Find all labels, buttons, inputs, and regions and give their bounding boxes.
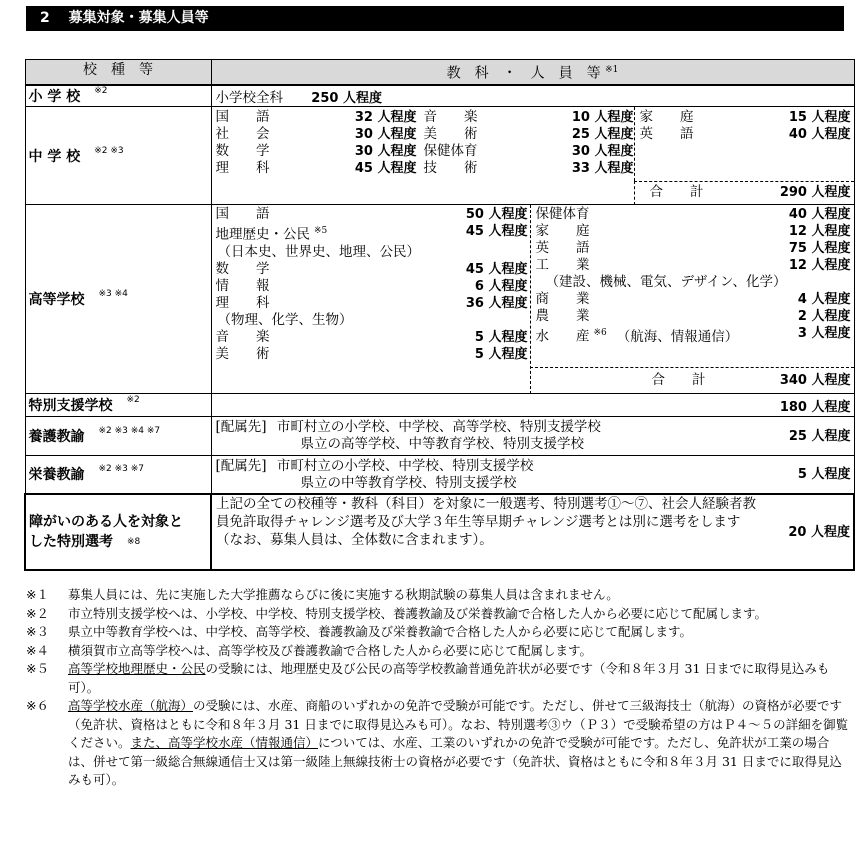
footnote-text: 市立特別支援学校へは、小学校、中学校、特別支援学校、養護教諭及び栄養教諭で合格した人から必要に応じて配属します。 <box>68 605 768 621</box>
list-item <box>640 126 851 143</box>
table-row-disability <box>25 494 854 570</box>
cell-eiyo: [配属先] 市町村立の小学校、中学校、特別支援学校 県立の中等教育学校、特別支援学校 5 人程度 <box>211 456 854 494</box>
list-item <box>536 291 851 308</box>
label-special: 特別支援学校 $^{※2}$ <box>25 394 211 417</box>
list-item <box>216 261 528 278</box>
subject-name: 技 術 <box>423 160 478 177</box>
subject-name: 理 科 <box>215 294 270 311</box>
label-junior: 中 学 校 $^{※2 ※3}$ <box>25 107 211 205</box>
subject-count: 45 人程度 <box>465 224 528 240</box>
subject-name: 理 科 <box>215 160 270 177</box>
subject-count: 36 人程度 <box>465 295 528 311</box>
junior-total-label: 合 計 <box>649 184 704 201</box>
subject-name: （建設、機械、電気、デザイン、化学） <box>545 274 787 291</box>
table-row-high <box>25 205 854 394</box>
list-item <box>424 109 634 126</box>
list-item <box>536 308 851 325</box>
cell-disability <box>211 494 854 570</box>
list-item <box>216 126 417 143</box>
subject-count: 45 人程度 <box>465 261 528 277</box>
label-yogo: 養護教諭 $^{※2 ※3 ※4 ※7}$ <box>25 417 211 456</box>
table-row-eiyo <box>25 456 854 494</box>
subject-count: 12 人程度 <box>788 258 851 274</box>
list-item <box>216 109 417 126</box>
subject-count: 4 人程度 <box>797 292 851 308</box>
footnote <box>26 586 854 605</box>
list-item <box>536 240 851 257</box>
list-item <box>216 312 528 329</box>
table-row-elementary <box>25 85 854 107</box>
footnote <box>26 660 854 697</box>
table-row-junior <box>25 107 854 205</box>
list-item <box>216 346 528 363</box>
footnote-mark: ※２ <box>26 605 49 621</box>
subject-name: 水 産 $^{※6}$ （航海、情報通信） <box>535 328 739 345</box>
footnote <box>26 605 854 624</box>
subject-count: 30 人程度 <box>354 144 417 160</box>
section-number: 2 <box>40 10 50 26</box>
cell-elementary: 小学校全科 250 人程度 <box>211 85 854 107</box>
footnote-mark: ※６ <box>26 698 49 713</box>
subject-name: 保健体育 <box>423 143 478 160</box>
subject-name: 音 楽 <box>215 328 270 345</box>
subject-count: 33 人程度 <box>571 161 634 177</box>
subject-count: 5 人程度 <box>474 329 528 345</box>
subject-count: 50 人程度 <box>465 207 528 223</box>
footnote-text: 県立中等教育学校へは、中学校、高等学校、養護教諭及び栄養教諭で合格した人から必要に応じて配属します。 <box>68 624 693 639</box>
subject-name: （物理、化学、生物） <box>217 311 353 328</box>
list-item <box>536 223 851 240</box>
section-header <box>26 6 844 31</box>
footnotes <box>26 586 854 790</box>
recruitment-table <box>24 59 855 571</box>
list-item <box>216 206 528 223</box>
footnote-mark: ※５ <box>26 661 49 676</box>
footnote <box>26 642 854 661</box>
subject-name: 美 術 <box>423 126 478 143</box>
subject-count: 2 人程度 <box>797 309 851 325</box>
label-elementary: 小 学 校 $^{※2}$ <box>25 85 211 107</box>
list-item <box>216 223 528 244</box>
subject-name: （日本史、世界史、地理、公民） <box>217 243 420 260</box>
label-high: 高等学校 $^{※3 ※4}$ <box>25 205 211 394</box>
footnote-text: 募集人員には、先に実施した大学推薦ならびに後に実施する秋期試験の募集人員は含まれません。 <box>68 587 619 602</box>
list-item <box>424 143 634 160</box>
subject-count: 25 人程度 <box>571 127 634 143</box>
subject-count: 30 人程度 <box>354 127 417 143</box>
subject-name: 社 会 <box>215 126 270 143</box>
table-header-row <box>25 60 854 85</box>
cell-special: 180 人程度 <box>211 394 854 417</box>
subject-name: 英 語 <box>535 240 590 257</box>
subject-count: 40 人程度 <box>788 127 851 143</box>
subject-name: 家 庭 <box>535 223 590 240</box>
subject-name: 美 術 <box>215 345 270 362</box>
junior-total: 290 人程度 <box>779 185 851 201</box>
list-item <box>536 206 851 223</box>
subject-name: 音 楽 <box>423 109 478 126</box>
subject-count: 30 人程度 <box>571 144 634 160</box>
cell-yogo: [配属先] 市町村立の小学校、中学校、高等学校、特別支援学校 県立の高等学校、中等教育学校、特別支援学校 25 人程度 <box>211 417 854 456</box>
footnote-text: 横須賀市立高等学校へは、高等学校及び養護教諭で合格した人から必要に応じて配属します。 <box>68 642 593 658</box>
table-row-yogo <box>25 417 854 456</box>
cell-high <box>211 205 854 394</box>
footnote <box>26 623 854 642</box>
label-eiyo: 栄養教諭 $^{※2 ※3 ※7}$ <box>25 456 211 494</box>
subject-name: 国 語 <box>215 206 270 223</box>
subject-count: 10 人程度 <box>571 110 634 126</box>
subject-name: 数 学 <box>215 260 270 277</box>
subject-name: 英 語 <box>639 126 694 143</box>
subject-name: 地理歴史・公民 $^{※5}$ <box>215 226 328 243</box>
subject-count: 75 人程度 <box>788 241 851 257</box>
list-item <box>536 274 851 291</box>
disability-count: 20 人程度 <box>788 524 850 540</box>
table-row-special <box>25 394 854 417</box>
footnote-text: 高等学校水産（航海）の受験には、水産、商船のいずれかの免許で受験が可能です。ただし、併せて三級海技士（航海）の資格が必要です（免許状、資格はともに令和８年３月 31 日までに取得見込みも可）。なお、特別選考③ウ（Ｐ３）で受験希望の方はＰ４～５の詳細を御覧ください。また、高等学校水産（情報通信）については、水産、工業のいずれかの免許で受験が可能です。ただし、免許状が工業の場合は、併せて第一級総合無線通信士又は第一級陸上無線技術士の資格が必要です（免許状、資格はともに令和８年３月 31 日までに取得見込みも可）。 <box>68 698 849 787</box>
label-disability: 障がいのある人を対象と した特別選考 $^{※8}$ <box>25 494 211 570</box>
list-item <box>216 143 417 160</box>
cell-junior <box>211 107 854 205</box>
subject-count: 3 人程度 <box>797 326 851 342</box>
footnote-text: 高等学校地理歴史・公民の受験には、地理歴史及び公民の高等学校教諭普通免許状が必要です（令和８年３月 31 日までに取得見込みも可）。 <box>68 661 830 695</box>
disability-text: 上記の全ての校種等・教科（科目）を対象に一般選考、特別選考①～⑦、社会人経験者教員免許取得チャレンジ選考及び大学３年生等早期チャレンジ選考とは別に選考をします（なお、募集人員は、全体数に含まれます）。 <box>216 495 756 548</box>
footnote-mark: ※１ <box>26 587 49 602</box>
subject-name: 国 語 <box>215 109 270 126</box>
subject-name: 商 業 <box>535 291 590 308</box>
footnote-mark: ※４ <box>26 642 49 658</box>
subject-count: 40 人程度 <box>788 207 851 223</box>
list-item <box>216 160 417 177</box>
footnote-mark: ※３ <box>26 624 49 639</box>
list-item <box>640 109 851 126</box>
high-total-label: 合 計 <box>651 372 706 389</box>
subject-count: 6 人程度 <box>474 278 528 294</box>
list-item <box>536 257 851 274</box>
subject-name: 農 業 <box>535 308 590 325</box>
list-item <box>536 325 851 346</box>
subject-count: 32 人程度 <box>354 110 417 126</box>
section-title: 募集対象・募集人員等 <box>68 10 209 26</box>
subject-name: 情 報 <box>215 277 270 294</box>
list-item <box>216 295 528 312</box>
subject-count: 5 人程度 <box>474 346 528 362</box>
high-total: 340 人程度 <box>779 373 851 389</box>
list-item <box>424 160 634 177</box>
subject-name: 数 学 <box>215 143 270 160</box>
subject-name: 工 業 <box>535 257 590 274</box>
subject-name: 保健体育 <box>535 206 590 223</box>
subject-count: 45 人程度 <box>354 161 417 177</box>
subject-count: 12 人程度 <box>788 224 851 240</box>
list-item <box>424 126 634 143</box>
list-item <box>216 244 528 261</box>
list-item <box>216 329 528 346</box>
header-subjects: 教 科 ・ 人 員 等 $^{※1}$ <box>211 60 854 85</box>
subject-count: 15 人程度 <box>788 110 851 126</box>
subject-name: 家 庭 <box>639 109 694 126</box>
header-school-type: 校 種 等 <box>25 60 211 85</box>
footnote <box>26 697 854 790</box>
list-item <box>216 278 528 295</box>
